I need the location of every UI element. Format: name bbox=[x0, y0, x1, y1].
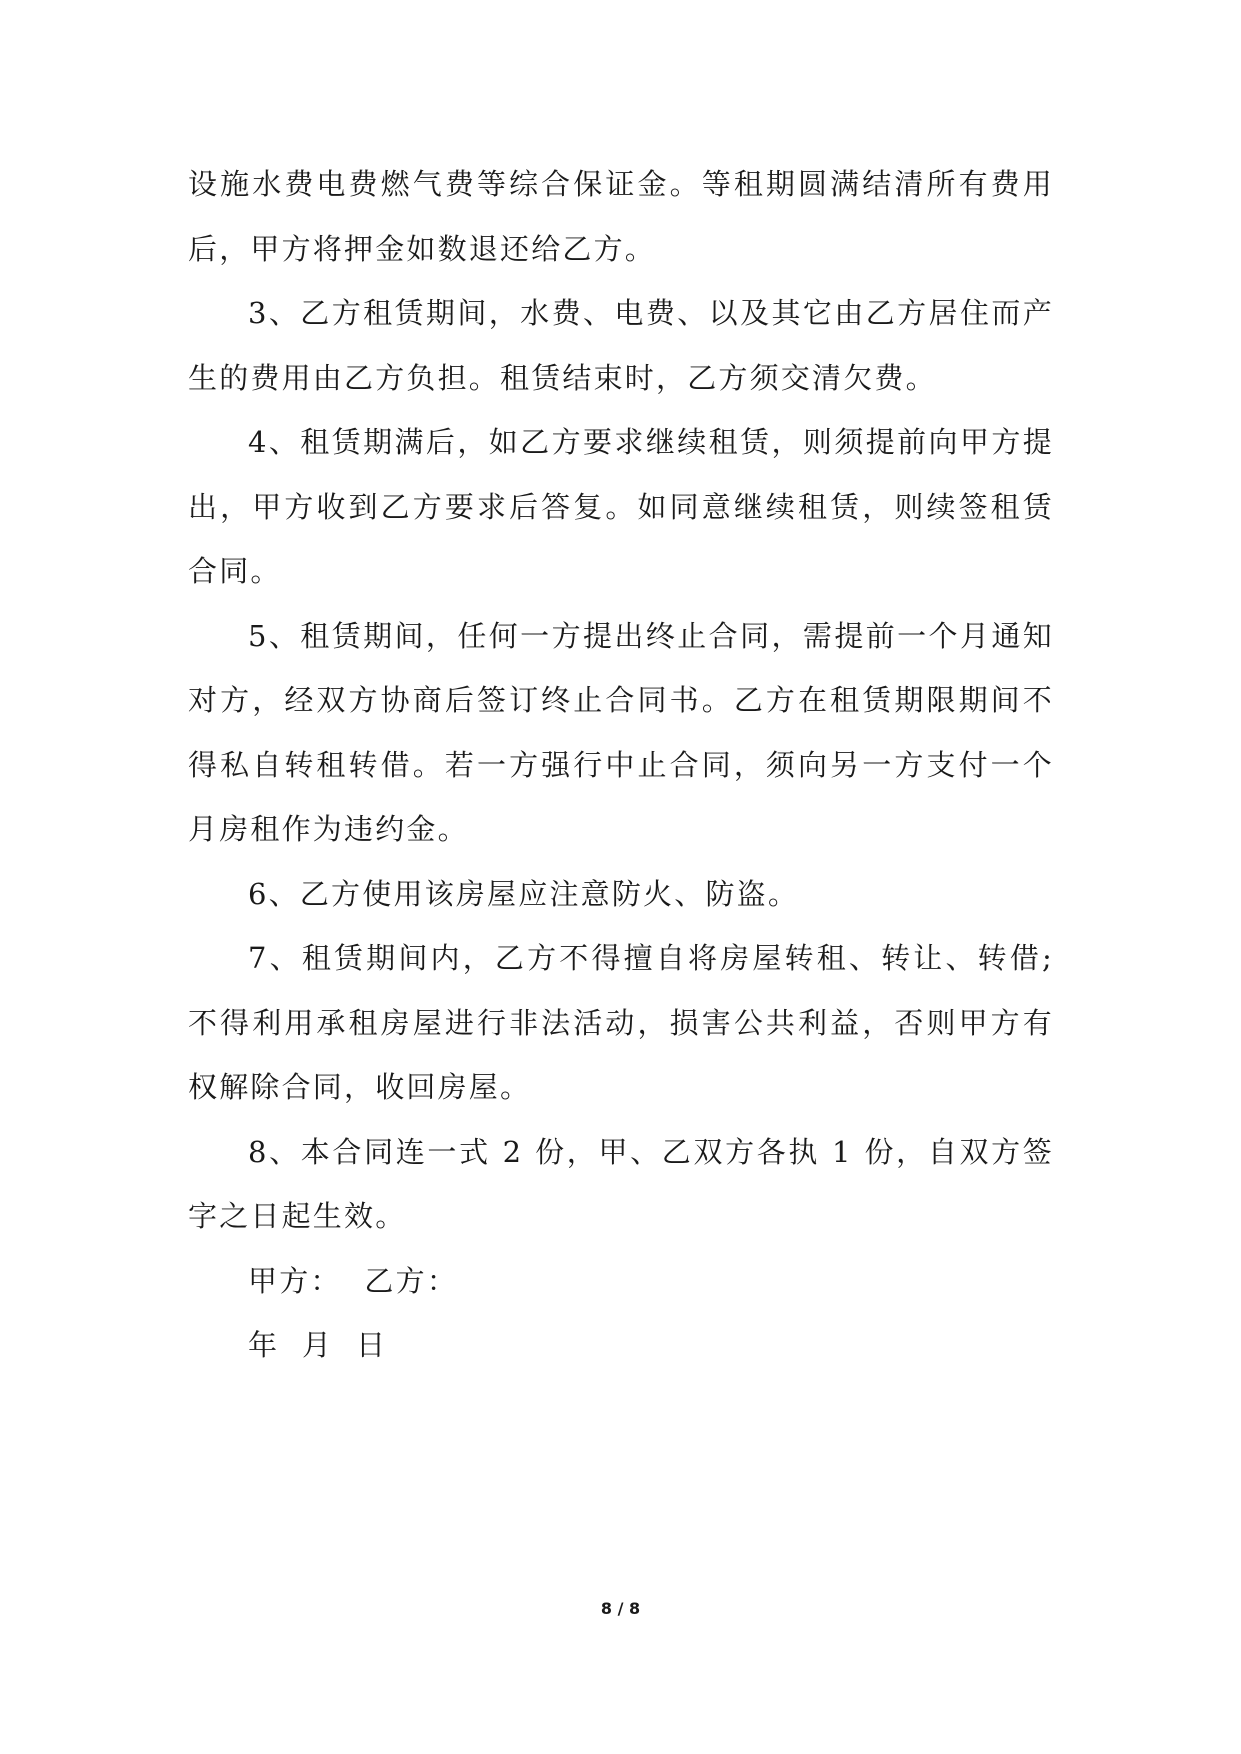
document-body bbox=[188, 152, 1054, 1378]
date-line: 年 月 日 bbox=[248, 1328, 388, 1362]
page-number: 8 / 8 bbox=[600, 1599, 641, 1618]
paragraph-clause-3: 3、乙方租赁期间，水费、电费、以及其它由乙方居住而产生的费用由乙方负担。租赁结束时，乙方须交清欠费。 bbox=[188, 296, 1054, 395]
signature-line: 甲方： 乙方： bbox=[248, 1263, 459, 1298]
paragraph-clause-7: 7、租赁期间内，乙方不得擅自将房屋转租、转让、转借;不得利用承租房屋进行非法活动，损害公共利益，否则甲方有权解除合同，收回房屋。 bbox=[188, 941, 1054, 1104]
paragraph-clause-8: 8、本合同连一式 2 份，甲、乙双方各执 1 份，自双方签字之日起生效。 bbox=[188, 1134, 1054, 1233]
paragraph-continuation: 设施水费电费燃气费等综合保证金。等租期圆满结清所有费用后，甲方将押金如数退还给乙方。 bbox=[188, 167, 1054, 266]
paragraph-clause-4: 4、租赁期满后，如乙方要求继续租赁，则须提前向甲方提出，甲方收到乙方要求后答复。如同意继续租赁，则续签租赁合同。 bbox=[188, 425, 1054, 588]
paragraph-clause-5: 5、租赁期间，任何一方提出终止合同，需提前一个月通知对方，经双方协商后签订终止合同书。乙方在租赁期限期间不得私自转租转借。若一方强行中止合同，须向另一方支付一个月房租作为违约金。 bbox=[188, 618, 1054, 846]
paragraph-clause-6: 6、乙方使用该房屋应注意防火、防盗。 bbox=[248, 876, 800, 911]
